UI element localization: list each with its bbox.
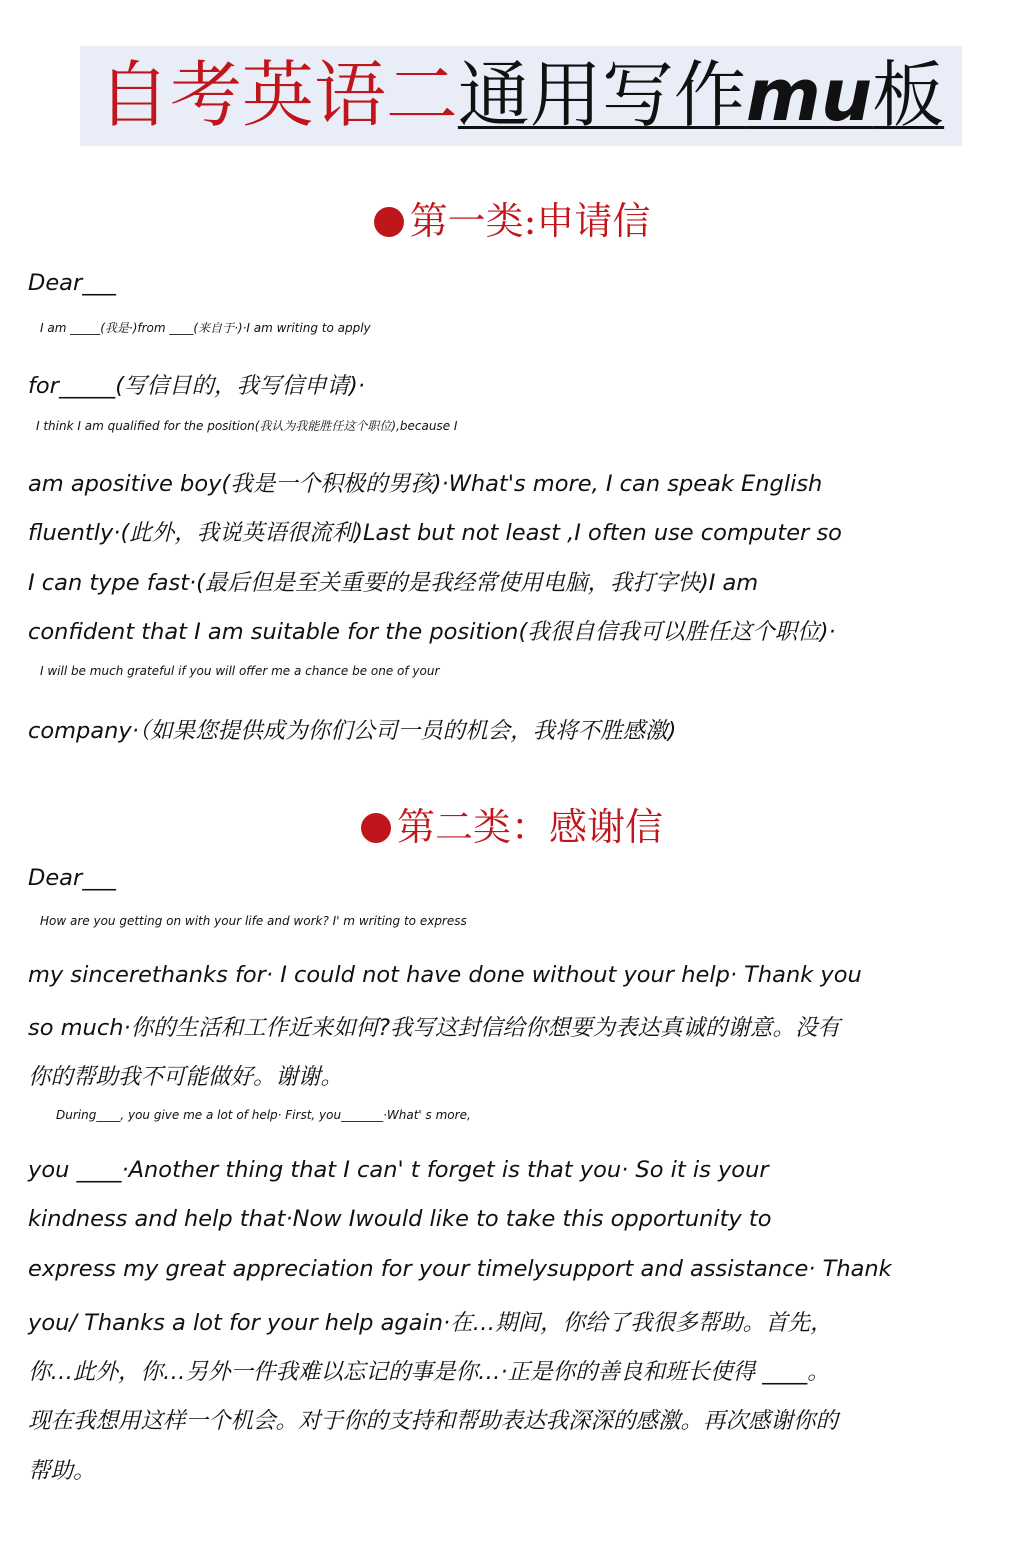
letter-line: fluently·(此外，我说英语很流利)Last but not least ,I often use computer so [28,520,842,546]
letter-line: 你的帮助我不可能做好。谢谢。 [28,1064,344,1090]
letter-line: company·（如果您提供成为你们公司一员的机会，我将不胜感激) [28,718,677,744]
letter-line: I can type fast·(最后但是至关重要的是我经常使用电脑，我打字快)I am [28,570,759,596]
title-banner [80,46,962,146]
letter-line: you/ Thanks a lot for your help again·在…期间，你给了我很多帮助。首先， [28,1310,833,1336]
letter-line: 帮助。 [28,1458,96,1484]
red-bullet-icon [374,207,404,237]
title-underlined-part [458,53,944,137]
letter-line: During____, you give me a lot of help· First, you_______·What' s more, [56,1108,471,1122]
letter-line: am apositive boy(我是一个积极的男孩)·What's more, I can speak English [28,471,823,497]
letter-line: confident that I am suitable for the position(我很自信我可以胜任这个职位)· [28,619,836,645]
title-dark-a: 通用写作 [457,53,746,137]
letter-line: express my great appreciation for your timelysupport and assistance· Thank [28,1256,892,1282]
letter-line: 你…此外，你…另外一件我难以忘记的事是你…·正是你的善良和班长使得 ____。 [28,1359,830,1385]
letter-line: for_____(写信目的，我写信申请)· [28,373,365,399]
salutation: Dear___ [28,270,116,296]
letter-line: I am _____(我是·)from ____(来自于·)·I am writing to apply [40,321,371,335]
red-bullet-icon [361,813,391,843]
letter-line: you ____·Another thing that I can' t forget is that you· So it is your [28,1157,769,1183]
salutation: Dear___ [28,865,116,891]
page-title [80,50,962,140]
title-dark-b: 板 [872,53,945,137]
title-dark-mu: mu [745,53,873,137]
section-heading-text: 第二类：感谢信 [396,805,663,849]
letter-line: 现在我想用这样一个机会。对于你的支持和帮助表达我深深的感激。再次感谢你的 [28,1408,839,1434]
section-heading-thanks [0,802,1024,852]
letter-line: I will be much grateful if you will offer me a chance be one of your [40,664,440,678]
title-red-part: 自考英语二 [97,53,458,137]
section-heading-text: 第一类:申请信 [409,199,651,243]
section-heading-application [0,196,1024,246]
letter-line: kindness and help that·Now Iwould like to take this opportunity to [28,1206,772,1232]
letter-line: my sincerethanks for· I could not have done without your help· Thank you [28,962,862,988]
letter-line: so much·你的生活和工作近来如何?我写这封信给你想要为表达真诚的谢意。没有 [28,1015,841,1041]
letter-line: I think I am qualified for the position(我认为我能胜任这个职位),because I [36,419,458,433]
letter-line: How are you getting on with your life and work? I' m writing to express [40,914,467,928]
